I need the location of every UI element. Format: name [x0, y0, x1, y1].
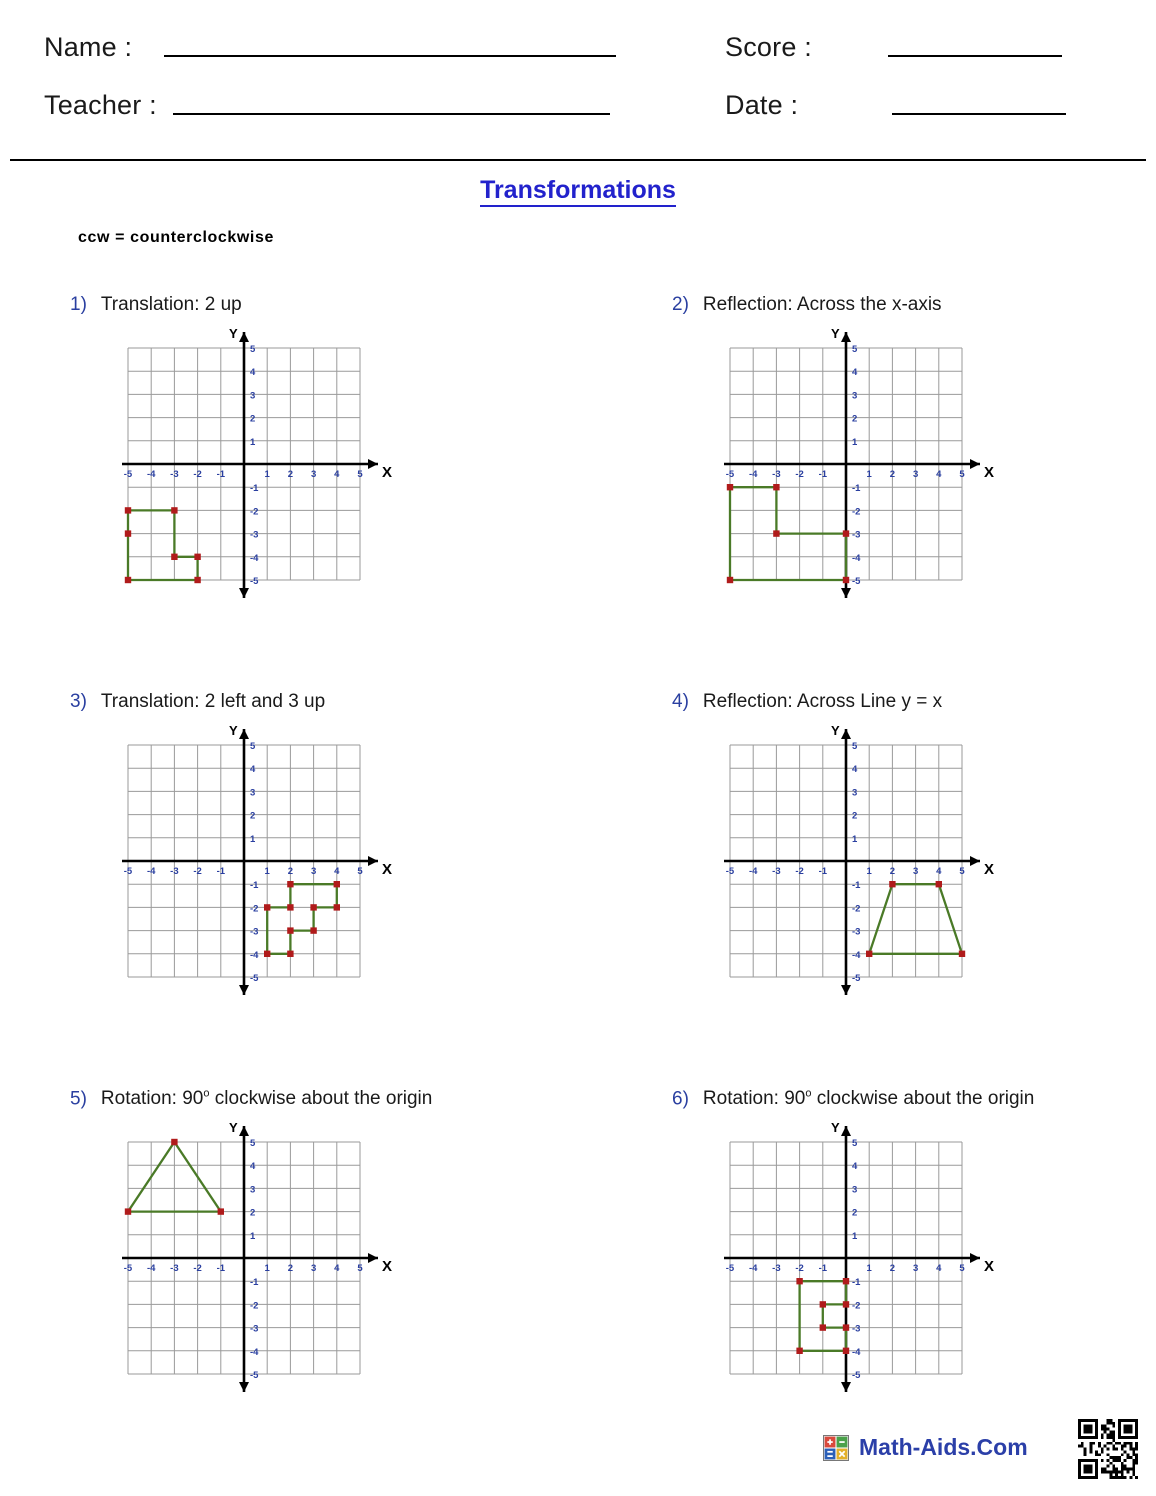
vertex-marker [796, 1348, 802, 1354]
vertex-marker [264, 951, 270, 957]
vertex-marker [820, 1301, 826, 1307]
x-tick-label: -5 [725, 1263, 735, 1274]
problem-6-heading [672, 1088, 1034, 1110]
name-row [44, 32, 616, 63]
problem-5-text-rest: clockwise about the origin [209, 1088, 433, 1110]
date-row [725, 90, 1066, 121]
x-tick-label: -2 [193, 866, 202, 877]
y-tick-label: 4 [852, 367, 858, 379]
page-title-text: Transformations [480, 176, 676, 207]
x-tick-label: 3 [310, 1263, 317, 1274]
y-tick-label: -1 [852, 880, 861, 892]
problem-1-number: 1) [70, 294, 87, 315]
problem-2-heading [672, 294, 942, 316]
y-tick-label: -2 [250, 1300, 259, 1312]
axis-arrow [841, 1382, 851, 1392]
axis-arrow [239, 332, 249, 342]
y-tick-label: 3 [852, 1184, 858, 1196]
y-tick-label: 1 [250, 1230, 256, 1242]
axis-arrow [239, 588, 249, 598]
name-label: Name : [44, 32, 133, 62]
x-tick-label: -2 [795, 866, 804, 877]
y-tick-label: 3 [250, 1184, 256, 1196]
x-tick-label: 5 [959, 866, 965, 877]
figure-shape [267, 884, 337, 954]
y-tick-label: 2 [250, 413, 256, 425]
coordinate-grid-4 [724, 723, 1014, 1003]
axis-arrow [368, 459, 378, 469]
vertex-marker [310, 904, 316, 910]
worksheet-header [0, 0, 1156, 160]
x-tick-label: 2 [287, 866, 294, 877]
y-axis-label: Y [229, 1120, 238, 1135]
problem-1-text: Translation: 2 up [100, 294, 242, 315]
vertex-marker [866, 951, 872, 957]
x-tick-label: 3 [912, 1263, 919, 1274]
y-tick-label: 5 [250, 344, 256, 355]
y-tick-label: 3 [250, 390, 256, 402]
problem-5-text-main: Rotation: 90 [100, 1088, 204, 1110]
y-tick-label: 2 [250, 1207, 256, 1219]
x-axis-label: X [984, 464, 995, 481]
coordinate-grid-1 [122, 326, 412, 606]
score-label: Score : [725, 32, 812, 62]
x-tick-label: 5 [357, 866, 363, 877]
degree-symbol: o [805, 1088, 812, 1100]
axis-arrow [841, 332, 851, 342]
vertex-marker [843, 577, 849, 583]
vertex-marker [727, 577, 733, 583]
header-divider [10, 159, 1146, 161]
vertex-marker [171, 554, 177, 560]
x-tick-label: 1 [866, 866, 872, 877]
x-tick-label: -1 [216, 469, 226, 480]
x-tick-label: -5 [123, 866, 133, 877]
y-tick-label: 2 [852, 1207, 858, 1219]
score-row [725, 32, 1062, 63]
x-tick-label: 5 [357, 1263, 363, 1274]
axis-arrow [841, 1126, 851, 1136]
y-tick-label: 2 [852, 810, 858, 822]
x-tick-label: 2 [287, 469, 294, 480]
y-tick-label: -2 [852, 903, 861, 915]
x-tick-label: 1 [866, 1263, 872, 1274]
axis-arrow [239, 985, 249, 995]
vertex-marker [264, 904, 270, 910]
axis-arrow [368, 856, 378, 866]
problem-5-heading [70, 1088, 432, 1110]
x-tick-label: 2 [889, 866, 896, 877]
axis-arrow [970, 459, 980, 469]
x-tick-label: 5 [357, 469, 363, 480]
vertex-marker [194, 577, 200, 583]
y-tick-label: -1 [852, 483, 861, 495]
vertex-marker [171, 507, 177, 513]
vertex-marker [125, 530, 131, 536]
x-axis-label: X [984, 1258, 995, 1275]
score-input-line[interactable] [888, 55, 1062, 57]
vertex-marker [820, 1324, 826, 1330]
vertex-marker [287, 951, 293, 957]
y-tick-label: -3 [250, 1323, 259, 1335]
y-tick-label: 3 [852, 787, 858, 799]
y-tick-label: -1 [250, 880, 259, 892]
y-tick-label: -3 [852, 926, 861, 938]
legend-note: ccw = counterclockwise [78, 229, 274, 246]
x-tick-label: -2 [795, 1263, 804, 1274]
y-tick-label: 4 [250, 764, 256, 776]
x-tick-label: 3 [310, 866, 317, 877]
vertex-marker [287, 881, 293, 887]
coordinate-grid-5 [122, 1120, 412, 1400]
y-tick-label: -2 [250, 506, 259, 518]
x-tick-label: 4 [936, 469, 942, 480]
y-tick-label: 3 [852, 390, 858, 402]
y-tick-label: 2 [250, 810, 256, 822]
problem-3-text: Translation: 2 left and 3 up [100, 691, 326, 712]
footer-brand[interactable] [823, 1434, 1028, 1461]
y-tick-label: -2 [250, 903, 259, 915]
x-tick-label: 4 [334, 1263, 340, 1274]
x-tick-label: -5 [725, 469, 735, 480]
vertex-marker [727, 484, 733, 490]
y-axis-label: Y [229, 326, 238, 341]
qr-code-icon [1078, 1419, 1138, 1479]
calculator-icon [823, 1435, 849, 1461]
x-axis-label: X [984, 861, 995, 878]
y-axis-label: Y [831, 326, 840, 341]
axis-arrow [239, 1126, 249, 1136]
vertex-marker [334, 904, 340, 910]
problem-1-heading [70, 294, 242, 316]
name-input-line[interactable] [164, 55, 616, 57]
vertex-marker [287, 927, 293, 933]
y-tick-label: 5 [852, 741, 858, 752]
figure-shape [128, 510, 198, 580]
y-tick-label: -5 [852, 973, 861, 984]
x-tick-label: 1 [264, 469, 270, 480]
y-tick-label: -3 [852, 1323, 861, 1335]
coordinate-grid-2 [724, 326, 1014, 606]
y-tick-label: -4 [250, 949, 259, 961]
x-axis-label: X [382, 1258, 393, 1275]
axis-arrow [239, 1382, 249, 1392]
problem-5-number: 5) [70, 1088, 87, 1110]
teacher-input-line[interactable] [173, 113, 610, 115]
axis-arrow [841, 729, 851, 739]
page-title [0, 176, 1156, 205]
y-tick-label: 4 [250, 367, 256, 379]
x-tick-label: -4 [748, 469, 758, 480]
vertex-marker [125, 507, 131, 513]
y-tick-label: -2 [852, 506, 861, 518]
y-tick-label: -5 [250, 973, 259, 984]
y-tick-label: -2 [852, 1300, 861, 1312]
vertex-marker [843, 1324, 849, 1330]
x-tick-label: -3 [772, 469, 781, 480]
vertex-marker [796, 1278, 802, 1284]
x-tick-label: 4 [936, 866, 942, 877]
problem-4-heading [672, 691, 942, 713]
y-tick-label: -3 [852, 529, 861, 541]
x-tick-label: 5 [959, 1263, 965, 1274]
axis-arrow [970, 1253, 980, 1263]
problem-4-text: Reflection: Across Line y = x [702, 691, 943, 712]
vertex-marker [773, 530, 779, 536]
x-tick-label: -2 [795, 469, 804, 480]
brand-label: Math-Aids.Com [859, 1434, 1028, 1460]
axis-arrow [841, 588, 851, 598]
x-tick-label: 1 [264, 1263, 270, 1274]
problem-6-number: 6) [672, 1088, 689, 1110]
y-tick-label: -4 [852, 949, 861, 961]
x-tick-label: 4 [334, 469, 340, 480]
y-tick-label: 3 [250, 787, 256, 799]
vertex-marker [125, 577, 131, 583]
y-tick-label: 4 [852, 1161, 858, 1173]
degree-symbol: o [203, 1088, 210, 1100]
y-tick-label: 5 [250, 1138, 256, 1149]
x-tick-label: -4 [146, 866, 156, 877]
teacher-row [44, 90, 610, 121]
x-tick-label: 1 [866, 469, 872, 480]
coordinate-grid-6 [724, 1120, 1014, 1400]
y-tick-label: 4 [250, 1161, 256, 1173]
axis-arrow [970, 856, 980, 866]
vertex-marker [843, 1301, 849, 1307]
problem-2-text: Reflection: Across the x-axis [702, 294, 942, 315]
vertex-marker [194, 554, 200, 560]
y-tick-label: -4 [250, 1346, 259, 1358]
x-tick-label: 3 [310, 469, 317, 480]
vertex-marker [936, 881, 942, 887]
y-tick-label: 5 [250, 741, 256, 752]
date-label: Date : [725, 90, 799, 120]
x-tick-label: 2 [287, 1263, 294, 1274]
x-tick-label: -3 [772, 1263, 781, 1274]
vertex-marker [889, 881, 895, 887]
problem-3-number: 3) [70, 691, 87, 712]
vertex-marker [843, 1348, 849, 1354]
y-axis-label: Y [229, 723, 238, 738]
y-tick-label: -5 [852, 1370, 861, 1381]
x-tick-label: -3 [772, 866, 781, 877]
x-tick-label: -2 [193, 1263, 202, 1274]
x-tick-label: -5 [725, 866, 735, 877]
x-tick-label: -1 [818, 866, 828, 877]
y-tick-label: -4 [250, 552, 259, 564]
vertex-marker [843, 530, 849, 536]
y-tick-label: -4 [852, 1346, 861, 1358]
problem-5-text [101, 1088, 432, 1109]
problem-3-heading [70, 691, 325, 713]
vertex-marker [310, 927, 316, 933]
x-tick-label: 2 [889, 469, 896, 480]
x-tick-label: -3 [170, 1263, 179, 1274]
y-tick-label: 1 [250, 436, 256, 448]
y-tick-label: 2 [852, 413, 858, 425]
teacher-label: Teacher : [44, 90, 157, 120]
problem-2-number: 2) [672, 294, 689, 315]
vertex-marker [171, 1139, 177, 1145]
x-tick-label: -1 [216, 866, 226, 877]
x-tick-label: -4 [146, 469, 156, 480]
x-tick-label: -2 [193, 469, 202, 480]
problem-6-text-main: Rotation: 90 [702, 1088, 806, 1110]
vertex-marker [287, 904, 293, 910]
y-tick-label: 5 [852, 1138, 858, 1149]
problem-6-text-rest: clockwise about the origin [811, 1088, 1035, 1110]
vertex-marker [334, 881, 340, 887]
x-tick-label: -3 [170, 469, 179, 480]
y-tick-label: -1 [250, 1277, 259, 1289]
x-tick-label: 4 [334, 866, 340, 877]
x-tick-label: -3 [170, 866, 179, 877]
x-tick-label: 1 [264, 866, 270, 877]
x-tick-label: -4 [146, 1263, 156, 1274]
vertex-marker [959, 951, 965, 957]
y-tick-label: -5 [250, 576, 259, 587]
x-tick-label: 3 [912, 469, 919, 480]
y-axis-label: Y [831, 723, 840, 738]
axis-arrow [368, 1253, 378, 1263]
x-tick-label: -4 [748, 1263, 758, 1274]
y-tick-label: 4 [852, 764, 858, 776]
y-tick-label: -1 [852, 1277, 861, 1289]
x-axis-label: X [382, 464, 393, 481]
y-tick-label: -3 [250, 529, 259, 541]
date-input-line[interactable] [892, 113, 1066, 115]
y-tick-label: 1 [852, 436, 858, 448]
y-axis-label: Y [831, 1120, 840, 1135]
x-tick-label: -1 [818, 469, 828, 480]
axis-arrow [841, 985, 851, 995]
y-tick-label: 1 [250, 833, 256, 845]
y-tick-label: 1 [852, 1230, 858, 1242]
x-tick-label: 5 [959, 469, 965, 480]
x-tick-label: -4 [748, 866, 758, 877]
axis-arrow [239, 729, 249, 739]
x-tick-label: -1 [216, 1263, 226, 1274]
x-tick-label: -5 [123, 1263, 133, 1274]
coordinate-grid-3 [122, 723, 412, 1003]
y-tick-label: -5 [250, 1370, 259, 1381]
problem-6-text [703, 1088, 1034, 1109]
x-axis-label: X [382, 861, 393, 878]
vertex-marker [843, 1278, 849, 1284]
x-tick-label: 2 [889, 1263, 896, 1274]
y-tick-label: -3 [250, 926, 259, 938]
y-tick-label: -1 [250, 483, 259, 495]
y-tick-label: 5 [852, 344, 858, 355]
vertex-marker [773, 484, 779, 490]
y-tick-label: 1 [852, 833, 858, 845]
vertex-marker [218, 1208, 224, 1214]
x-tick-label: -5 [123, 469, 133, 480]
problem-4-number: 4) [672, 691, 689, 712]
x-tick-label: -1 [818, 1263, 828, 1274]
x-tick-label: 3 [912, 866, 919, 877]
x-tick-label: 4 [936, 1263, 942, 1274]
y-tick-label: -4 [852, 552, 861, 564]
y-tick-label: -5 [852, 576, 861, 587]
vertex-marker [125, 1208, 131, 1214]
